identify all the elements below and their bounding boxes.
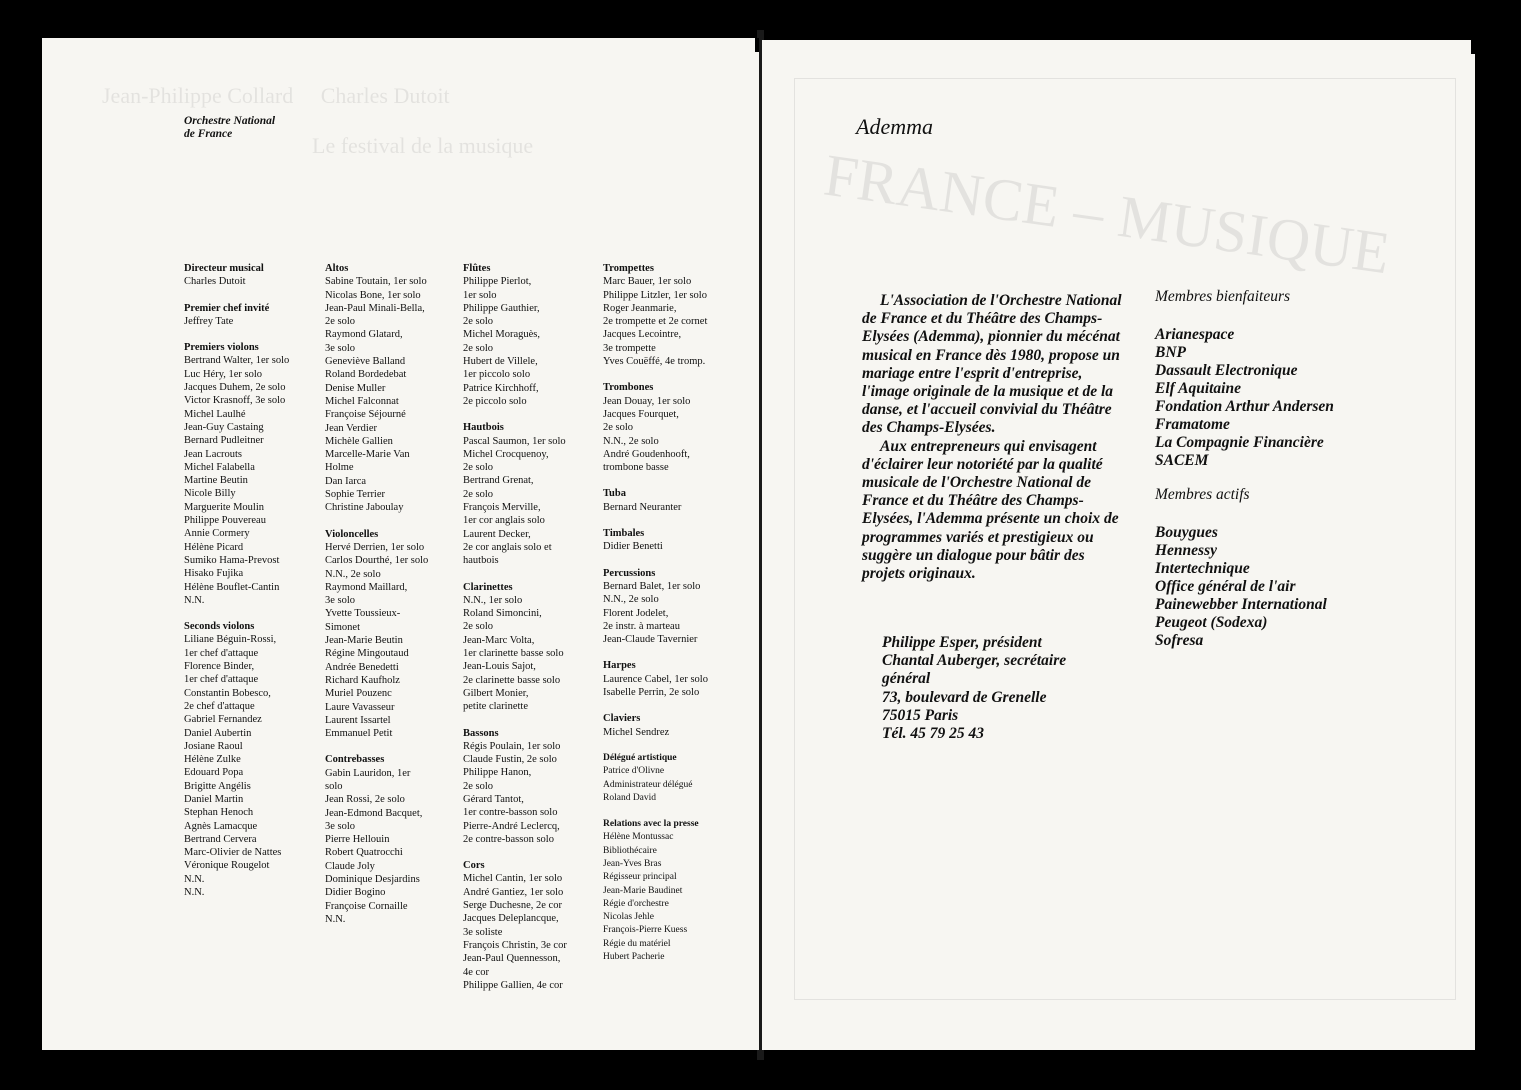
roster-entry: 2e clarinette basse solo: [463, 674, 561, 686]
section-heading: Flûtes: [463, 263, 491, 274]
roster-entry: Hélène Bouflet-Cantin: [184, 581, 280, 593]
page-clip: [755, 38, 759, 52]
roster-entry: Marc Bauer, 1er solo: [603, 276, 692, 288]
bleed-through-text: Le festival de la musique: [312, 133, 534, 158]
roster-entry: 1er chef d'attaque: [184, 674, 259, 686]
roster-entry: Edouard Popa: [184, 767, 244, 779]
roster-entry: Bertrand Grenat,: [463, 475, 534, 487]
section-heading: Timbales: [603, 528, 645, 540]
orchestra-heading: [184, 115, 275, 141]
section-heading: Claviers: [603, 713, 641, 725]
roster-entry: Philippe Pouvereau: [184, 515, 266, 527]
section-heading: Premier chef invité: [184, 302, 270, 314]
roster-entry: N.N.: [184, 873, 205, 885]
roster-entry: 2e solo: [463, 621, 494, 633]
roster-entry: Jean-Marie Beutin: [325, 635, 403, 647]
roster-entry: Jacques Deleplancque,: [463, 913, 559, 925]
ademma-description: [862, 292, 1130, 583]
roster-entry: 2e solo: [463, 488, 494, 500]
roster-entry: 3e solo: [325, 820, 356, 832]
member-name: BNP: [1155, 344, 1186, 361]
roster-entry: Robert Quatrocchi: [325, 847, 403, 859]
section-heading: Trompettes: [603, 263, 654, 274]
ademma-signature: [882, 634, 1142, 743]
roster-entry: Jeffrey Tate: [184, 315, 234, 327]
roster-section: [184, 620, 320, 899]
section-heading: Clarinettes: [463, 581, 513, 593]
roster-entry: Administrateur délégué: [603, 779, 693, 790]
roster-section: [603, 487, 739, 514]
roster-entry: Jean Lacrouts: [184, 448, 243, 460]
roster-section: [184, 341, 320, 607]
roster-entry: Victor Krasnoff, 3e solo: [184, 395, 286, 407]
roster-entry: Gabriel Fernandez: [184, 714, 262, 726]
roster-section: [463, 262, 599, 408]
roster-section: [463, 859, 599, 992]
roster-entry: Hélène Picard: [184, 541, 244, 553]
roster-entry: Raymond Glatard,: [325, 329, 403, 341]
orchestra-heading-line: Orchestre National: [184, 115, 276, 127]
roster-entry: Sabine Toutain, 1er solo: [325, 276, 427, 288]
roster-section: [603, 381, 739, 474]
roster-entry: trombone basse: [603, 462, 669, 474]
roster-entry: Jean Verdier: [325, 422, 377, 434]
roster-entry: Véronique Rougelot: [184, 860, 270, 872]
roster-entry: Gabin Lauridon, 1er: [325, 767, 411, 779]
roster-entry: Michel Falconnat: [325, 395, 399, 407]
roster-entry: Jean-Paul Minali-Bella,: [325, 302, 425, 314]
roster-entry: André Goudenhooft,: [603, 448, 690, 460]
roster-entry: Jacques Duhem, 2e solo: [184, 382, 286, 394]
roster-entry: Patrice d'Olivne: [603, 766, 665, 777]
roster-section: [325, 753, 461, 926]
members-active: [1155, 486, 1334, 650]
roster-section: [603, 659, 739, 699]
roster-entry: Raymond Maillard,: [325, 581, 408, 593]
section-heading: Premiers violons: [184, 342, 259, 354]
section-heading: Hautbois: [463, 422, 504, 434]
roster-entry: Jean-Louis Sajot,: [463, 661, 536, 673]
roster-entry: 3e trompette: [603, 342, 656, 354]
roster-entry: Claude Fustin, 2e solo: [463, 754, 557, 766]
roster-entry: Marc-Olivier de Nattes: [184, 847, 282, 859]
signature-line: Philippe Esper, président: [882, 634, 1042, 651]
roster-entry: Jean-Yves Bras: [603, 858, 662, 869]
roster-entry: 2e contre-basson solo: [463, 833, 554, 845]
roster-entry: Richard Kaufholz: [325, 674, 400, 686]
roster-entry: Michèle Gallien: [325, 435, 393, 447]
section-heading: Tuba: [603, 488, 626, 500]
roster-entry: Bibliothécaire: [603, 845, 657, 856]
members-list: [1155, 288, 1334, 666]
roster-entry: Sophie Terrier: [325, 489, 386, 501]
roster-entry: Florence Binder,: [184, 661, 255, 673]
signature-line: 75015 Paris: [882, 706, 959, 724]
roster-entry: Régine Mingoutaud: [325, 648, 409, 660]
roster-entry: Denise Muller: [325, 382, 386, 394]
member-name: Framatome: [1155, 416, 1230, 433]
roster-entry: Marcelle-Marie Van: [325, 449, 410, 461]
roster-column: [603, 262, 739, 977]
roster-entry: Laurence Cabel, 1er solo: [603, 673, 708, 685]
roster-entry: Bernard Pudleitner: [184, 435, 264, 447]
roster-entry: Michel Sendrez: [603, 726, 670, 738]
section-heading: Directeur musical: [184, 263, 264, 274]
roster-entry: Philippe Pierlot,: [463, 276, 532, 288]
roster-entry: François Merville,: [463, 502, 541, 514]
member-name: Arianespace: [1155, 326, 1235, 343]
roster-entry: Isabelle Perrin, 2e solo: [603, 687, 700, 699]
roster-entry: Michel Cantin, 1er solo: [463, 873, 563, 885]
roster-entry: Nicolas Bone, 1er solo: [325, 289, 421, 301]
roster-entry: Jean-Marc Volta,: [463, 634, 535, 646]
roster-entry: Régis Poulain, 1er solo: [463, 740, 561, 752]
roster-entry: Bernard Neuranter: [603, 501, 682, 513]
members-benefactors: [1155, 288, 1334, 470]
bleed-through-text: Jean-Philippe Collard Charles Dutoit: [102, 83, 450, 108]
roster-entry: Josiane Raoul: [184, 740, 243, 752]
roster-entry: Laure Vavasseur: [325, 701, 395, 713]
roster-column: [184, 262, 320, 912]
roster-entry: Régisseur principal: [603, 872, 677, 883]
roster-entry: Charles Dutoit: [184, 276, 246, 288]
roster-entry: 2e cor anglais solo et: [463, 541, 552, 553]
roster-entry: 1er cor anglais solo: [463, 515, 545, 527]
roster-entry: Daniel Martin: [184, 793, 244, 805]
roster-section: [463, 581, 599, 714]
section-heading: Cors: [463, 860, 485, 872]
roster-entry: Hervé Derrien, 1er solo: [325, 541, 425, 553]
roster-entry: Michel Laulhé: [184, 408, 246, 420]
roster-entry: Yves Couëffé, 4e tromp.: [603, 356, 706, 368]
members-heading: Membres actifs: [1155, 486, 1250, 503]
roster-entry: Carlos Dourthé, 1er solo: [325, 555, 429, 567]
roster-entry: Jean-Claude Tavernier: [603, 634, 698, 646]
roster-entry: Jean Rossi, 2e solo: [325, 794, 405, 806]
roster-entry: N.N.: [325, 913, 346, 925]
signature-line: 73, boulevard de Grenelle: [882, 688, 1047, 706]
roster-section: [463, 727, 599, 847]
roster-entry: 2e piccolo solo: [463, 395, 527, 407]
roster-entry: N.N.: [184, 594, 205, 606]
roster-entry: Régie d'orchestre: [603, 898, 669, 909]
member-name: La Compagnie Financière: [1155, 434, 1324, 451]
roster-section: [603, 752, 739, 805]
roster-entry: N.N., 2e solo: [325, 568, 381, 580]
member-name: Hennessy: [1155, 542, 1217, 559]
roster-entry: Dominique Desjardins: [325, 874, 420, 886]
roster-entry: 2e solo: [603, 422, 634, 434]
section-heading: Trombones: [603, 382, 654, 394]
section-heading: Altos: [325, 263, 349, 274]
roster-entry: 3e solo: [325, 342, 356, 354]
roster-entry: Stephan Henoch: [184, 807, 254, 819]
page-clip: [1471, 40, 1475, 54]
roster-entry: Philippe Hanon,: [463, 767, 532, 779]
roster-entry: Andrée Benedetti: [325, 661, 399, 673]
member-name: Sofresa: [1155, 632, 1204, 649]
roster-entry: Hisako Fujika: [184, 568, 244, 580]
section-heading: Bassons: [463, 727, 499, 739]
roster-entry: Laurent Decker,: [463, 528, 531, 540]
roster-entry: Michel Crocquenoy,: [463, 448, 549, 460]
roster-entry: Françoise Cornaille: [325, 900, 408, 912]
roster-entry: 2e solo: [463, 780, 494, 792]
roster-entry: Jean-Paul Quennesson,: [463, 953, 561, 965]
roster-section: [603, 262, 739, 368]
roster-entry: Brigitte Angélis: [184, 780, 251, 792]
roster-entry: Pierre-André Leclercq,: [463, 820, 560, 832]
roster-section: [603, 818, 739, 964]
roster-entry: Patrice Kirchhoff,: [463, 382, 539, 394]
member-name: Elf Aquitaine: [1155, 380, 1241, 397]
roster-entry: Yvette Toussieux-: [325, 608, 401, 620]
roster-entry: Roland David: [603, 792, 657, 803]
roster-entry: Bertrand Walter, 1er solo: [184, 355, 290, 367]
roster-entry: Michel Falabella: [184, 461, 255, 473]
signature-line: général: [882, 670, 931, 688]
roster-entry: 2e instr. à marteau: [603, 620, 680, 632]
section-heading: Contrebasses: [325, 754, 385, 766]
roster-entry: 1er solo: [463, 289, 497, 301]
member-name: SACEM: [1155, 452, 1209, 469]
roster-entry: 1er chef d'attaque: [184, 647, 259, 659]
roster-entry: Hélène Montussac: [603, 832, 674, 843]
roster-section: [603, 567, 739, 647]
roster-column: [463, 262, 599, 1005]
roster-entry: Hubert de Villele,: [463, 356, 538, 368]
roster-entry: Régie du matériel: [603, 938, 671, 949]
roster-column: [325, 262, 461, 939]
bleed-through-handwriting: FRANCE – MUSIQUE: [820, 141, 1394, 287]
roster-entry: Pierre Hellouin: [325, 834, 390, 846]
roster-entry: Martine Beutin: [184, 475, 248, 487]
ademma-paragraph: Aux entrepreneurs qui envisagent d'éclairer leur notoriété par la qualité musicale de l'Orchestre National de France et du Théâtre des Champs-Elysées, l'Ademma présente un choix de programmes variés et prestigieux ou suggère un dialogue pour bâtir des projets originaux.: [862, 437, 1119, 583]
roster-entry: 1er contre-basson solo: [463, 807, 558, 819]
member-name: Dassault Electronique: [1155, 362, 1298, 379]
roster-section: [603, 712, 739, 739]
roster-entry: Hubert Pacherie: [603, 952, 665, 963]
member-name: Peugeot (Sodexa): [1155, 614, 1268, 631]
section-heading: Violoncelles: [325, 528, 379, 540]
orchestra-heading-line: de France: [184, 128, 233, 140]
roster-entry: François-Pierre Kuess: [603, 925, 688, 936]
roster-entry: 1er piccolo solo: [463, 369, 531, 381]
roster-entry: Emmanuel Petit: [325, 728, 393, 740]
ademma-paragraph: L'Association de l'Orchestre National de France et du Théâtre des Champs-Elysées (Ademma), pionnier du mécénat musical en France dès 1980, propose un mariage entre l'esprit d'entreprise, l'image originale de la musique et de la danse, et l'accueil convivial du Théâtre des Champs-Elysées.: [862, 292, 1122, 437]
roster-entry: 2e solo: [463, 342, 494, 354]
roster-entry: Hélène Zulke: [184, 754, 241, 766]
roster-entry: N.N., 1er solo: [463, 594, 523, 606]
roster-entry: 3e soliste: [463, 926, 503, 938]
roster-entry: Roger Jeanmarie,: [603, 302, 677, 314]
roster-entry: Jean-Edmond Bacquet,: [325, 807, 423, 819]
roster-entry: 4e cor: [463, 966, 489, 978]
roster-entry: Bernard Balet, 1er solo: [603, 580, 701, 592]
member-name: Painewebber International: [1155, 596, 1327, 613]
roster-entry: Florent Jodelet,: [603, 607, 669, 619]
roster-entry: Dan Iarca: [325, 475, 367, 487]
ademma-title: Ademma: [856, 114, 933, 139]
roster-entry: 2e solo: [463, 316, 494, 328]
roster-entry: Constantin Bobesco,: [184, 687, 271, 699]
roster-entry: Gérard Tantot,: [463, 793, 524, 805]
roster-entry: Agnès Lamacque: [184, 820, 258, 832]
roster-entry: Philippe Gallien, 4e cor: [463, 979, 563, 991]
roster-entry: Claude Joly: [325, 860, 375, 872]
roster-entry: Didier Benetti: [603, 541, 663, 553]
roster-entry: Holme: [325, 462, 354, 474]
roster-entry: 1er clarinette basse solo: [463, 648, 564, 660]
roster-section: [325, 528, 461, 741]
roster-section: [463, 421, 599, 567]
roster-section: [184, 262, 320, 289]
right-page: [762, 40, 1475, 1050]
roster-section: [603, 527, 739, 554]
roster-entry: Didier Bogino: [325, 887, 386, 899]
roster-entry: Muriel Pouzenc: [325, 688, 392, 700]
roster-entry: Roland Bordedebat: [325, 369, 407, 381]
member-name: Bouygues: [1155, 524, 1218, 541]
roster-entry: Sumiko Hama-Prevost: [184, 554, 280, 566]
roster-section: [184, 302, 320, 329]
member-name: Office général de l'air: [1155, 578, 1296, 595]
roster-entry: Françoise Séjourné: [325, 409, 406, 421]
section-heading: Relations avec la presse: [603, 819, 699, 830]
signature-line: Chantal Auberger, secrétaire: [882, 652, 1067, 670]
roster-entry: N.N., 2e solo: [603, 594, 659, 606]
roster-entry: Jean Douay, 1er solo: [603, 395, 691, 407]
section-heading: Seconds violons: [184, 621, 255, 633]
roster-entry: Michel Moraguès,: [463, 329, 540, 341]
roster-entry: Laurent Issartel: [325, 714, 391, 726]
roster-entry: N.N., 2e solo: [603, 435, 659, 447]
roster-entry: Daniel Aubertin: [184, 727, 252, 739]
roster-entry: petite clarinette: [463, 701, 529, 713]
roster-entry: Philippe Gauthier,: [463, 302, 540, 314]
roster-entry: François Christin, 3e cor: [463, 939, 567, 951]
roster-entry: Jean-Guy Castaing: [184, 421, 264, 433]
member-name: Intertechnique: [1155, 560, 1250, 577]
roster-entry: Pascal Saumon, 1er solo: [463, 435, 566, 447]
roster-entry: Nicole Billy: [184, 488, 236, 500]
roster-entry: N.N.: [184, 887, 205, 899]
roster-entry: 2e chef d'attaque: [184, 700, 255, 712]
roster-entry: Luc Héry, 1er solo: [184, 368, 263, 380]
section-heading: Harpes: [603, 660, 636, 672]
section-heading: Délégué artistique: [603, 752, 677, 763]
roster-entry: 2e solo: [463, 462, 494, 474]
roster-entry: Roland Simoncini,: [463, 608, 542, 620]
roster-entry: hautbois: [463, 555, 499, 567]
roster-entry: Gilbert Monier,: [463, 687, 529, 699]
roster-entry: Jacques Lecointre,: [603, 329, 682, 341]
roster-section: [325, 262, 461, 515]
roster-entry: Philippe Litzler, 1er solo: [603, 289, 707, 301]
left-page: [42, 38, 759, 1050]
roster-entry: Marguerite Moulin: [184, 501, 265, 513]
roster-entry: 2e solo: [325, 316, 356, 328]
members-heading: Membres bienfaiteurs: [1155, 288, 1291, 305]
roster-entry: Bertrand Cervera: [184, 833, 257, 845]
roster-entry: Christine Jaboulay: [325, 502, 404, 514]
roster-entry: Jean-Marie Baudinet: [603, 885, 683, 896]
roster-entry: Nicolas Jehle: [603, 912, 654, 923]
section-heading: Percussions: [603, 567, 656, 579]
roster-entry: André Gantiez, 1er solo: [463, 886, 564, 898]
roster-entry: Geneviève Balland: [325, 356, 406, 368]
roster-entry: 2e trompette et 2e cornet: [603, 316, 708, 328]
roster-entry: Annie Cormery: [184, 528, 250, 540]
roster-entry: Jacques Fourquet,: [603, 408, 679, 420]
member-name: Fondation Arthur Andersen: [1155, 398, 1334, 415]
signature-line: Tél. 45 79 25 43: [882, 725, 985, 743]
roster-entry: Simonet: [325, 621, 361, 633]
roster-entry: Serge Duchesne, 2e cor: [463, 900, 562, 912]
roster-entry: 3e solo: [325, 595, 356, 607]
roster-entry: solo: [325, 780, 343, 792]
roster-entry: Liliane Béguin-Rossi,: [184, 634, 277, 646]
